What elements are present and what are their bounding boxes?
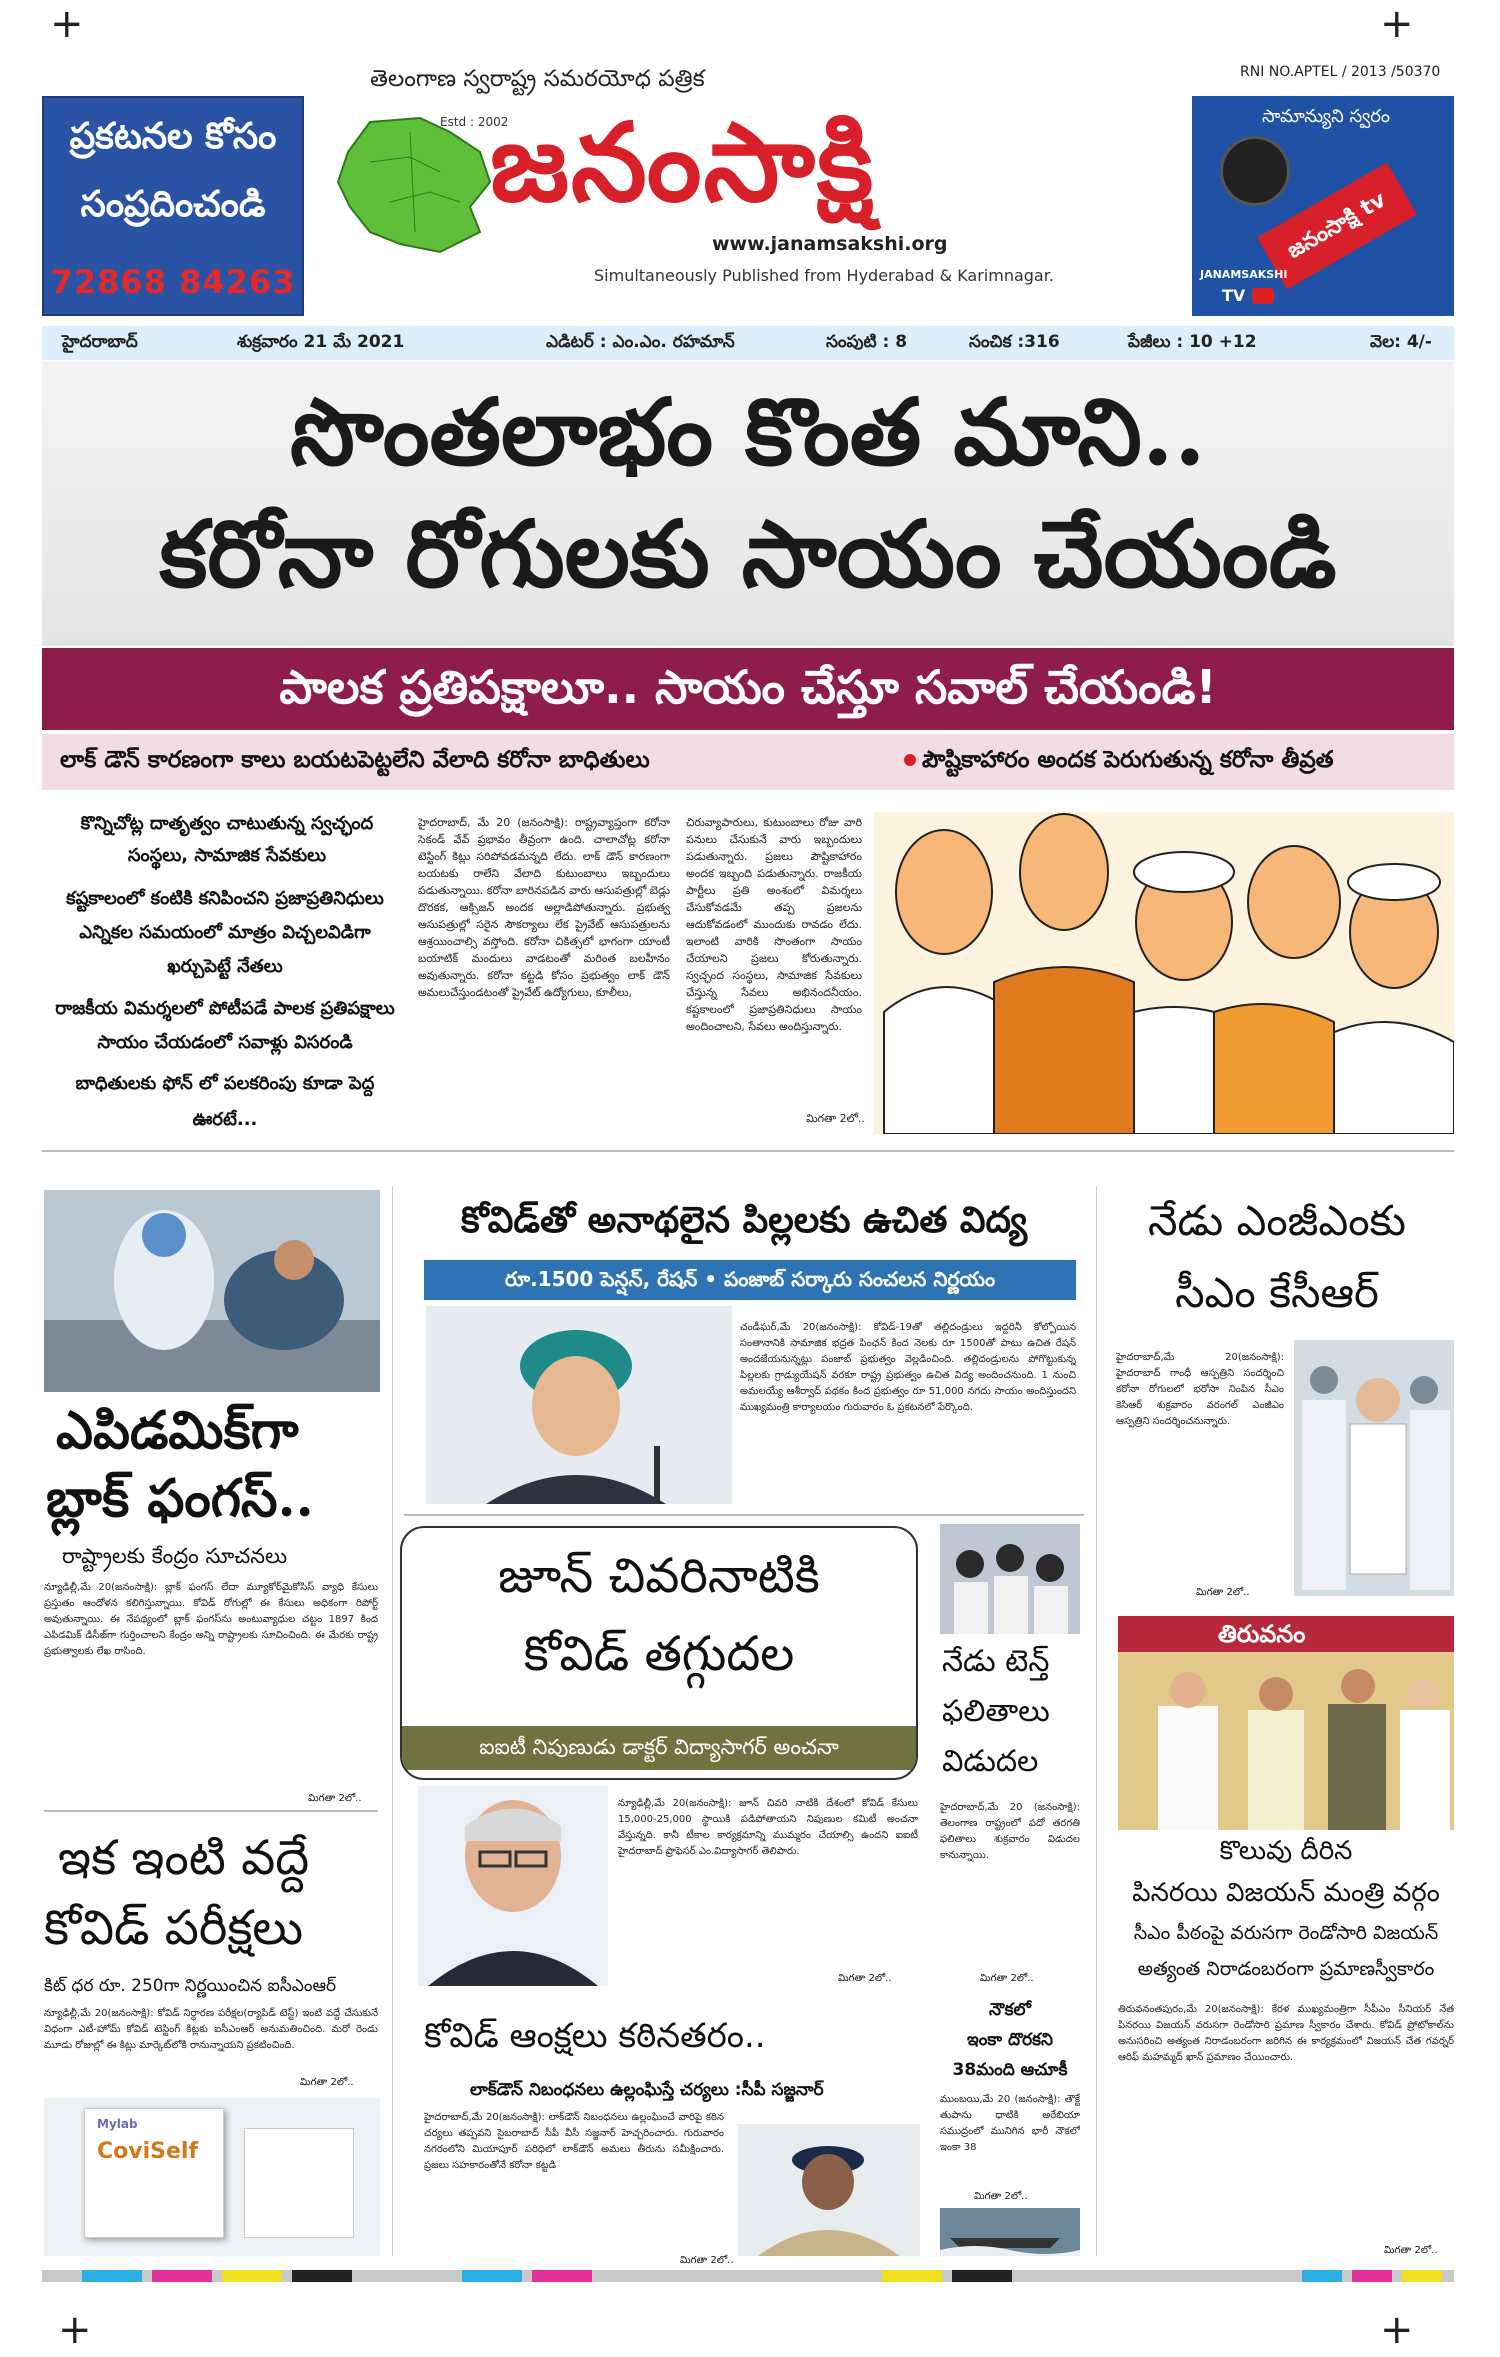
lead-bullet-3: రాజకీయ విమర్శలలో పోటీపడే పాలక ప్రతిపక్షాలు సాయం చేయడంలో సవాళ్లు విసరండి bbox=[55, 998, 395, 1053]
ad-line-2: సంప్రదించండి bbox=[80, 184, 266, 225]
center-body-1: చండీఘర్,మే 20(జనంసాక్షి): కోవిడ్-19తో తల్లిదండ్రులు ఇద్దరినీ కోల్పోయిన సంతానానికి సామాజిక భద్రత పింఛన్ కింద నెలకు రూ 1500తో పాటు ఉచిత రేషన్ అందజేయనున్నట్లు పంజాబ్ ప్రభుత్వం వెల్లడించింది. తల్లిదండ్రులను పోగొట్టుకున్న పిల్లలకు గ్రాడ్యుయేషన్ వరకూ రాష్ట్ర ప్రభుత్వం ఉచిత విద్య అందించనుంది. 1 నుంచి అమలయ్యే ఆశీర్వాద్ పథకం కింద ప్రభుత్వం రూ 51,000 నగదు సాయం అందిస్తుందని ముఖ్యమంత్రి కార్యాలయం గురువారం ఓ ప్రకటనలో పేర్కొంది. bbox=[740, 1322, 1076, 1413]
covid-test-kit-photo bbox=[44, 2098, 380, 2256]
lead-headline-1: సొంతలాభం కొంత మాని.. bbox=[290, 378, 1206, 486]
center-banner-1 bbox=[424, 1260, 1076, 1300]
center-more-2: మిగతా 2లో.. bbox=[838, 1973, 892, 1984]
center-headline-1: కోవిడ్‌తో అనాథలైన పిల్లలకు ఉచిత విద్య bbox=[460, 1200, 1028, 1241]
lead-headline-2: కరోనా రోగులకు సాయం చేయండి bbox=[159, 500, 1337, 608]
right-headline-2: సీఎం కేసీఆర్ bbox=[1175, 1268, 1379, 1317]
right-body-1: హైదరాబాద్,మే 20(జనంసాక్షి): హైదరాబాద్ గాంధీ ఆస్పత్రిని సందర్శించి కరోనా రోగులలో భరోసా నింపిన సీఎం కెసిఆర్ శుక్రవారం వరంగల్ ఎంజీఎం ఆస్పత్రిని సందర్శించనున్నారు. bbox=[1116, 1352, 1284, 1427]
ad-box-left bbox=[42, 96, 304, 316]
center-body-2: న్యూఢిల్లీ,మే 20(జనంసాక్షి): జూన్ చివరి నాటికి దేశంలో కోవిడ్ కేసులు 15,000-25,000 స్థాయికి పడిపోతాయని నిపుణుల కమిటీ అంచనా వేస్తున్నది. కానీ టీకాల కార్యక్రమాన్ని ముమ్మరం చేయాల్సి ఉందని ఐఐటీ హైదరాబాద్ ప్రొఫెసర్ ఎం.విద్యాసాగర్ తెలిపారు. bbox=[618, 1798, 918, 1857]
masthead-estd: Estd : 2002 bbox=[440, 115, 509, 129]
bullet-dot bbox=[904, 754, 916, 766]
date-editor: ఎడిటర్ : ఎం.ఎం. రహమాన్ bbox=[546, 332, 735, 352]
crop-mark-bottom-left: + bbox=[58, 2307, 92, 2353]
crop-mark-bottom-right: + bbox=[1380, 2307, 1414, 2353]
kit-maker: Mylab bbox=[97, 2117, 138, 2131]
center-body-4: హైదరాబాద్,మే 20(జనంసాక్షి): లాక్‌డౌన్ నిబంధనలు ఉల్లంఘించే వారిపై కఠిన చర్యలు తప్పవని సైబరాబాద్ సీపీ వీసీ సజ్జనార్ హెచ్చరించారు. గురువారం నగరంలోని మియాపూర్ పరిధిలో లాక్‌డౌన్ అమలు తీరును సమీక్షించారు. ప్రజలు సహకారంతోనే కరోనా కట్టడి bbox=[424, 2112, 724, 2171]
students-photo bbox=[940, 1524, 1080, 1634]
left-sub-2: కిట్ ధర రూ. 250గా నిర్ణయించిన ఐసీఎంఆర్ bbox=[44, 1976, 337, 1996]
left-body: న్యూఢిల్లీ,మే 20(జనంసాక్షి): బ్లాక్ ఫంగస్ లేదా మ్యూకోర్‌మైకోసిస్ వ్యాధి కేసులు ప్రస్తుతం ఆందోళన కలిగిస్తున్నాయి. కోవిడ్ రోగుల్లో ఈ కేసులు అధికంగా రిపోర్ట్ అవుతున్నాయి. ఈ నేపథ్యంలో బ్లాక్ ఫంగస్‌ను అంటువ్యాధుల చట్టం 1897 కింద ఎపిడమిక్ డిసీజ్‌గా గుర్తించాలని కేంద్రం అన్ని రాష్ట్రాలకు సూచించింది. ఈ మేరకు రాష్ట్ర ప్రభుత్వాలకు లేఖ రాసింది. bbox=[44, 1582, 378, 1657]
lead-body-col-1: హైదరాబాద్, మే 20 (జనంసాక్షి): రాష్ట్రవ్యాప్తంగా కరోనా సెకండ్ వేవ్ ప్రభావం తీవ్రంగా ఉంది. చాలాచోట్ల కరోనా టెస్టింగ్ కిట్లు సరిపోవడమన్నది లేదు. లాక్ డౌన్ కారణంగా బయటకు రాలేని వేలాది కుటుంబాలు ఇబ్బందులు పడుతున్నాయి. కరోనా బారినపడిన వారు ఆసుపత్రుల్లో బెడ్లు దొరకక, ఆక్సిజన్ అందక అల్లాడిపోతున్నారు. ప్రభుత్వ ఆసుపత్రుల్లో సరైన సౌకర్యాలు లేక ప్రైవేట్ ఆసుపత్రులను ఆశ్రయించాల్సి వస్తోంది. కరోనా చికిత్సలో భాగంగా యాంటీ బయాటిక్ మందులు వాడటంతో మరింత బలహీనం అవుతున్నారు. కరోనా కట్టడి కోసం ప్రభుత్వం లాక్ డౌన్ అమలుచేస్తుండటంతో ప్రైవేట్ ఉద్యోగులు, కూలీలు, bbox=[418, 816, 670, 999]
date-price: వెల: 4/- bbox=[1370, 332, 1432, 352]
center-banner-2 bbox=[402, 1726, 916, 1770]
telangana-map bbox=[330, 112, 500, 262]
ship-headline-1: నౌకలో bbox=[989, 2000, 1031, 2020]
right-headline-3: కొలువు దీరిన bbox=[1219, 1836, 1353, 1866]
left-headline-2: బ్లాక్ ఫంగస్.. bbox=[46, 1468, 314, 1529]
left-sub: రాష్ట్రాలకు కేంద్రం సూచనలు bbox=[62, 1544, 288, 1568]
tenth-body: హైదరాబాద్,మే 20 (జనంసాక్షి): తెలంగాణ రాష్ట్రంలో పదో తరగతి ఫలితాలు శుక్రవారం విడుదల కానున్నాయి. bbox=[940, 1802, 1080, 1861]
ship-headline-3: 38మంది ఆచూకీ bbox=[952, 2060, 1068, 2080]
date-day: శుక్రవారం 21 మే 2021 bbox=[237, 332, 405, 352]
doctor-photo bbox=[418, 1786, 608, 1986]
center-more-4: మిగతా 2లో.. bbox=[680, 2255, 734, 2266]
right-body-3: తిరువనంతపురం,మే 20(జనంసాక్షి): కేరళ ముఖ్యమంత్రిగా సీపీఎం సీనియర్ నేత పినరయి విజయన్ వరుసగా రెండోసారి ప్రమాణ స్వీకారం చేశారు. కోవిడ్ ప్రోటోకాల్‌ను అనుసరించి అత్యంత నిరాడంబరంగా జరిగిన ఈ కార్యక్రమంలో విజయన్ చేత గవర్నర్ ఆరిఫ్ మహమ్మద్ ఖాన్ ప్రమాణం చేయించారు. bbox=[1118, 2004, 1454, 2063]
tenth-more: మిగతా 2లో.. bbox=[980, 1973, 1034, 1984]
punjab-cm-photo bbox=[426, 1306, 732, 1504]
color-chip-magenta-2 bbox=[532, 2270, 592, 2282]
center-headline-2: జూన్ చివరినాటికి bbox=[498, 1548, 820, 1604]
right-sub-4: అత్యంత నిరాడంబరంగా ప్రమాణస్వీకారం bbox=[1137, 1958, 1435, 1980]
lead-sub-2: పౌష్టికాహారం అందక పెరుగుతున్న కరోనా తీవ్రత bbox=[922, 747, 1334, 773]
mic-label: జనంసాక్షి tv bbox=[1257, 163, 1417, 290]
tv-ad-box bbox=[1192, 96, 1454, 316]
lead-subheads bbox=[42, 734, 1454, 790]
center-headline-4: కోవిడ్ ఆంక్షలు కఠినతరం.. bbox=[424, 2016, 766, 2056]
ad-phone: 72868 84263 bbox=[50, 263, 296, 301]
color-chip-cyan-2 bbox=[462, 2270, 522, 2282]
right-more-3: మిగతా 2లో.. bbox=[1384, 2245, 1438, 2256]
kcr-hospital-photo bbox=[1294, 1340, 1454, 1596]
masthead-published: Simultaneously Published from Hyderabad & Karimnagar. bbox=[594, 266, 1054, 285]
tenth-headline-1: నేడు టెన్త్ bbox=[942, 1644, 1050, 1679]
color-chip-magenta bbox=[152, 2270, 212, 2282]
ship-photo bbox=[940, 2208, 1080, 2256]
kerala-banner-text: తిరువనం bbox=[1218, 1620, 1306, 1648]
masthead-tagline: తెలంగాణ స్వరాష్ట్ర సమరయోధ పత్రిక bbox=[370, 66, 705, 92]
crop-mark-top-left: + bbox=[50, 1, 84, 47]
left-headline-4: కోవిడ్ పరీక్షలు bbox=[44, 1900, 304, 1956]
date-city: హైదరాబాద్ bbox=[62, 332, 138, 352]
lead-bullet-2: కష్టకాలంలో కంటికి కనిపించని ప్రజాప్రతినిధులు ఎన్నికల సమయంలో మాత్రం విచ్చలవిడిగా ఖర్చుపెట్టే నేతలు bbox=[66, 888, 384, 977]
color-chip-cyan bbox=[82, 2270, 142, 2282]
masthead-url: www.janamsakshi.org bbox=[712, 233, 948, 255]
kerala-swearing-photo bbox=[1118, 1616, 1454, 1830]
right-headline-4: పినరయి విజయన్ మంత్రి వర్గం bbox=[1132, 1878, 1440, 1908]
ad-line-1: ప్రకటనల కోసం bbox=[69, 116, 277, 157]
left-body-2: న్యూఢిల్లీ,మే 20(జనంసాక్షి): కోవిడ్ నిర్ధారణ పరీక్షల(ర్యాపిడ్ టెస్ట్) ఇంటి వద్దే చేసుకునే విధంగా ఎటీ-హోమ్ కోవిడ్ టెస్టింగ్ కిట్లకు ఐసీఎంఆర్ అనుమతించింది. మరో రెండు మూడు రోజుల్లో ఈ కిట్లు మార్కెట్‌లోకి రానున్నాయని ప్రకటించింది. bbox=[44, 2008, 378, 2051]
center-sub-4: లాక్‌డౌన్ నిబంధనలు ఉల్లంఘిస్తే చర్యలు :సీపీ సజ్జనార్ bbox=[470, 2080, 824, 2100]
left-headline-3: ఇక ఇంటి వద్దే bbox=[58, 1830, 310, 1886]
center-headline-3: కోవిడ్ తగ్గుదల bbox=[523, 1626, 795, 1682]
left-more-2: మిగతా 2లో.. bbox=[300, 2077, 354, 2088]
lead-bullet-4: బాధితులకు ఫోన్ లో పలకరింపు కూడా పెద్ద ఊరటే... bbox=[75, 1073, 375, 1130]
politicians-cartoon bbox=[874, 812, 1454, 1134]
date-issue: సంచిక :316 bbox=[969, 332, 1060, 352]
tenth-headline-2: ఫలితాలు bbox=[942, 1694, 1050, 1729]
color-chip-yellow bbox=[222, 2270, 282, 2282]
right-headline-1: నేడు ఎంజీఎంకు bbox=[1148, 1196, 1406, 1245]
tv-channel: JANAMSAKSHI bbox=[1200, 268, 1288, 281]
kit-box bbox=[84, 2108, 224, 2238]
lead-more: మిగతా 2లో.. bbox=[806, 1112, 865, 1125]
lead-headline-panel bbox=[42, 362, 1454, 646]
divider-1 bbox=[42, 1150, 1454, 1152]
ship-body: ముంబయి,మే 20 (జనంసాక్షి): తౌక్టే తుపాను ధాటికి అరేబియా సముద్రంలో మునిగిన భారీ నౌకలో ఇంకా 38 bbox=[940, 2094, 1080, 2153]
kit-brand: CoviSelf bbox=[97, 2139, 199, 2164]
tv-label: TV bbox=[1222, 286, 1246, 305]
color-chip-black-2 bbox=[952, 2270, 1012, 2282]
lead-banner bbox=[42, 648, 1454, 730]
color-chip-cyan-3 bbox=[1302, 2270, 1342, 2282]
color-chip-yellow-3 bbox=[1402, 2270, 1442, 2282]
crop-mark-top-right: + bbox=[1380, 1, 1414, 47]
col-divider-1 bbox=[392, 1186, 393, 2256]
lead-body-col-2: చిరువ్యాపారులు, కుటుంబాలు రోజు వారి పనులు చేసుకునే వారు ఇబ్బందులు పడుతున్నారు. ప్రజలు పౌష్టికాహారం అందక ఇబ్బంది పడుతున్నారు. రాజకీయ పార్టీలు ప్రతి అంశంలో విమర్శలు చేసుకోవడమే తప్ప ప్రజలను ఆదుకోవడంలో ముందుకు రావడం లేదు. ఇలాంటి వారికి సొంతంగా సాయం చేయాలని ప్రజలు కోరుతున్నారు. స్వచ్ఛంద సంస్థలు, సామాజిక సేవకులు చేస్తున్న సేవలు అభినందనీయం. కష్టకాలంలో ప్రజాప్రతినిధులు సాయం అందించాలని, సేవలు అందిస్తున్నారు. bbox=[686, 816, 862, 1033]
col-divider-2 bbox=[1096, 1186, 1097, 2256]
right-more-1: మిగతా 2లో.. bbox=[1196, 1587, 1250, 1598]
police-commissioner-photo bbox=[738, 2124, 920, 2256]
left-headline-1: ఎపిడమిక్‌గా bbox=[56, 1400, 299, 1461]
lead-banner-text: పాలక ప్రతిపక్షాలూ.. సాయం చేస్తూ సవాల్ చేయండి! bbox=[279, 660, 1217, 714]
color-registration-bar bbox=[42, 2270, 1454, 2282]
youtube-icon bbox=[1252, 288, 1274, 304]
date-volume: సంపుటి : 8 bbox=[826, 332, 908, 352]
microphone-icon bbox=[1220, 136, 1290, 206]
ship-headline-2: ఇంకా దొరకని bbox=[966, 2030, 1053, 2050]
masthead-name: జనంసాక్షి bbox=[490, 101, 876, 226]
tenth-headline-3: విడుదల bbox=[942, 1744, 1039, 1779]
left-more: మిగతా 2లో.. bbox=[308, 1793, 362, 1804]
kit-pack bbox=[244, 2128, 354, 2238]
center-divider bbox=[404, 1514, 1084, 1516]
color-chip-magenta-3 bbox=[1352, 2270, 1392, 2282]
color-chip-black bbox=[292, 2270, 352, 2282]
right-sub-3: సీఎం పీఠంపై వరుసగా రెండోసారి విజయన్ bbox=[1133, 1922, 1439, 1944]
ship-more: మిగతా 2లో.. bbox=[974, 2191, 1028, 2202]
lead-bullet-1: కొన్నిచోట్ల దాతృత్వం చాటుతున్న స్వచ్ఛంద సంస్థలు, సామాజిక సేవకులు bbox=[80, 813, 374, 866]
center-banner-1-text: రూ.1500 పెన్షన్, రేషన్ • పంజాబ్ సర్కారు సంచలన నిర్ణయం bbox=[504, 1267, 996, 1291]
tv-slogan: సామాన్యుని స్వరం bbox=[1262, 106, 1391, 127]
left-divider bbox=[44, 1810, 378, 1812]
june-story-box bbox=[400, 1526, 918, 1780]
black-fungus-photo bbox=[44, 1190, 380, 1392]
color-chip-yellow-2 bbox=[882, 2270, 942, 2282]
lead-sub-1: లాక్ డౌన్ కారణంగా కాలు బయటపెట్టలేని వేలాది కరోనా బాధితులు bbox=[60, 747, 650, 773]
date-bar bbox=[42, 326, 1454, 360]
center-banner-2-text: ఐఐటీ నిపుణుడు డాక్టర్ విద్యాసాగర్ అంచనా bbox=[479, 1735, 839, 1759]
registration-number: RNI NO.APTEL / 2013 /50370 bbox=[1240, 64, 1441, 80]
date-pages: పేజీలు : 10 +12 bbox=[1128, 332, 1257, 352]
